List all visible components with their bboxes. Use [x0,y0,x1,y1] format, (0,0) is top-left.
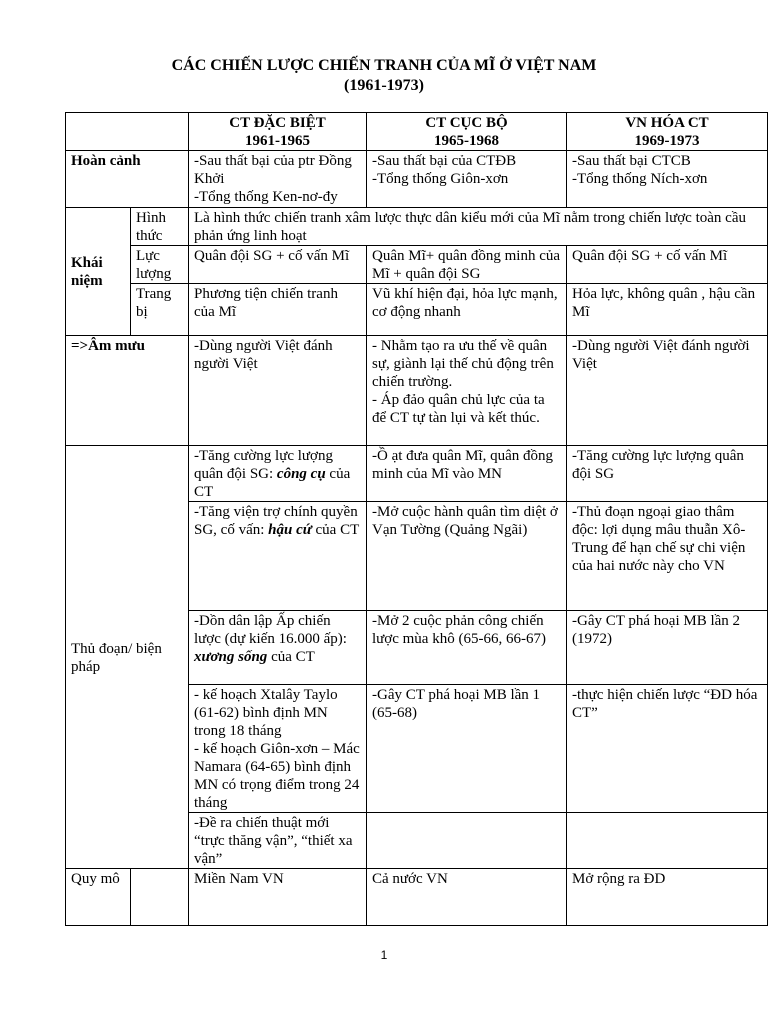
thu-doan-5-ct-cuc-bo [367,813,567,869]
row-hinh-thuc [66,208,768,246]
quy-mo-vn-hoa-ct: Mở rộng ra ĐD [567,869,768,926]
hoan-canh-ct-dac-biet [189,151,367,208]
thu-doan-2-ct-dac-biet [189,502,367,611]
text-line: -Tổng thống Giôn-xơn [372,171,509,187]
row-label-am-muu: =>Âm mưu [66,336,189,446]
text-line: - Nhằm tạo ra ưu thế về quân sự, giành lại thế chủ động trên chiến trường. [372,338,554,390]
row-quy-mo [66,869,768,926]
cell-text: -Tăng viện trợ chính quyền SG, cố vấn: [194,504,358,538]
hinh-thuc-text: Là hình thức chiến tranh xâm lược thực dân kiểu mới của Mĩ nằm trong chiến lược toàn cầu phản ứng linh hoạt [189,208,768,246]
emphasis-text: công cụ [276,466,326,482]
cell-text: -Dồn dân lập Ấp chiến lược (dự kiến 16.000 ấp): [194,613,347,647]
text-line: - kế hoạch Giôn-xơn – Mác Namara (64-65) bình định MN có trọng điểm trong 24 tháng [194,741,360,811]
quy-mo-empty-cell [131,869,189,926]
thu-doan-2-ct-cuc-bo: -Mở cuộc hành quân tìm diệt ở Vạn Tường (Quảng Ngãi) [367,502,567,611]
header-years: 1969-1973 [634,133,700,149]
emphasis-text: xương sống [194,649,268,665]
thu-doan-1-ct-cuc-bo: -Ồ ạt đưa quân Mĩ, quân đồng minh của Mĩ vào MN [367,446,567,502]
row-trang-bi [66,284,768,336]
header-years: 1961-1965 [245,133,310,149]
row-am-muu [66,336,768,446]
row-label-khai-niem: Khái niệm [66,208,131,336]
cell-text: của CT [194,466,351,500]
text-line: -Sau thất bại CTCB [572,153,691,169]
thu-doan-3-ct-cuc-bo: -Mở 2 cuộc phản công chiến lược mùa khô (65-66, 66-67) [367,611,567,685]
thu-doan-4-ct-dac-biet [189,685,367,813]
quy-mo-ct-cuc-bo: Cả nước VN [367,869,567,926]
hoan-canh-ct-cuc-bo [367,151,567,208]
row-label-thu-doan: Thủ đoạn/ biện pháp [66,446,189,869]
text-line: -Sau thất bại của ptr Đồng Khởi [194,153,352,187]
am-muu-ct-dac-biet: -Dùng người Việt đánh người Việt [189,336,367,446]
luc-luong-ct-dac-biet: Quân đội SG + cố vấn Mĩ [189,246,367,284]
text-line: - Áp đảo quân chủ lực của ta để CT tự tàn lụi và kết thúc. [372,392,545,426]
header-ct-cuc-bo [367,113,567,151]
cell-text: của CT [267,649,315,665]
cell-text: của CT [311,522,360,538]
page-number: 1 [380,948,388,962]
thu-doan-3-ct-dac-biet [189,611,367,685]
text-line: -Tổng thống Ních-xơn [572,171,708,187]
header-name: CT CỤC BỘ [425,115,508,131]
thu-doan-5-ct-dac-biet: -Đề ra chiến thuật mới “trực thăng vận”, “thiết xa vận” [189,813,367,869]
text-line: - kế hoạch Xtalây Taylo (61-62) bình định MN trong 18 tháng [194,687,338,739]
trang-bi-ct-dac-biet: Phương tiện chiến tranh của Mĩ [189,284,367,336]
luc-luong-ct-cuc-bo: Quân Mĩ+ quân đồng minh của Mĩ + quân đội SG [367,246,567,284]
text-line: -Tổng thống Ken-nơ-đy [194,189,338,205]
document-subtitle: (1961-1973) [344,77,424,94]
header-name: CT ĐẶC BIỆT [229,115,326,131]
thu-doan-1-vn-hoa-ct: -Tăng cường lực lượng quân đội SG [567,446,768,502]
text-line: -Sau thất bại của CTĐB [372,153,517,169]
row-label-quy-mo: Quy mô [66,869,131,926]
cell-text: -Tăng cường lực lượng quân đội SG: [194,448,333,482]
sublabel-trang-bi: Trang bị [131,284,189,336]
sublabel-luc-luong: Lực lượng [131,246,189,284]
am-muu-vn-hoa-ct: -Dùng người Việt đánh người Việt [567,336,768,446]
row-luc-luong [66,246,768,284]
trang-bi-vn-hoa-ct: Hỏa lực, không quân , hậu cần Mĩ [567,284,768,336]
thu-doan-1-ct-dac-biet [189,446,367,502]
header-ct-dac-biet [189,113,367,151]
sublabel-hinh-thuc: Hình thức [131,208,189,246]
thu-doan-5-vn-hoa-ct [567,813,768,869]
row-hoan-canh [66,151,768,208]
header-years: 1965-1968 [434,133,499,149]
strategy-table [65,112,768,926]
header-vn-hoa-ct [567,113,768,151]
luc-luong-vn-hoa-ct: Quân đội SG + cố vấn Mĩ [567,246,768,284]
row-thu-doan-1 [66,446,768,502]
header-empty-cell [66,113,189,151]
emphasis-text: hậu cứ [268,522,312,538]
am-muu-ct-cuc-bo [367,336,567,446]
header-name: VN HÓA CT [625,115,709,131]
thu-doan-4-vn-hoa-ct: -thực hiện chiến lược “ĐD hóa CT” [567,685,768,813]
hoan-canh-vn-hoa-ct [567,151,768,208]
thu-doan-2-vn-hoa-ct: -Thủ đoạn ngoại giao thâm độc: lợi dụng mâu thuẫn Xô-Trung để hạn chế sự chi viện của hai nước này cho VN [567,502,768,611]
document-title: CÁC CHIẾN LƯỢC CHIẾN TRANH CỦA MĨ Ở VIỆT NAM [171,57,597,74]
thu-doan-3-vn-hoa-ct: -Gây CT phá hoại MB lần 2 (1972) [567,611,768,685]
quy-mo-ct-dac-biet: Miền Nam VN [189,869,367,926]
thu-doan-4-ct-cuc-bo: -Gây CT phá hoại MB lần 1 (65-68) [367,685,567,813]
table-header-row [66,113,768,151]
trang-bi-ct-cuc-bo: Vũ khí hiện đại, hỏa lực mạnh, cơ động nhanh [367,284,567,336]
row-label-hoan-canh: Hoàn cảnh [66,151,189,208]
